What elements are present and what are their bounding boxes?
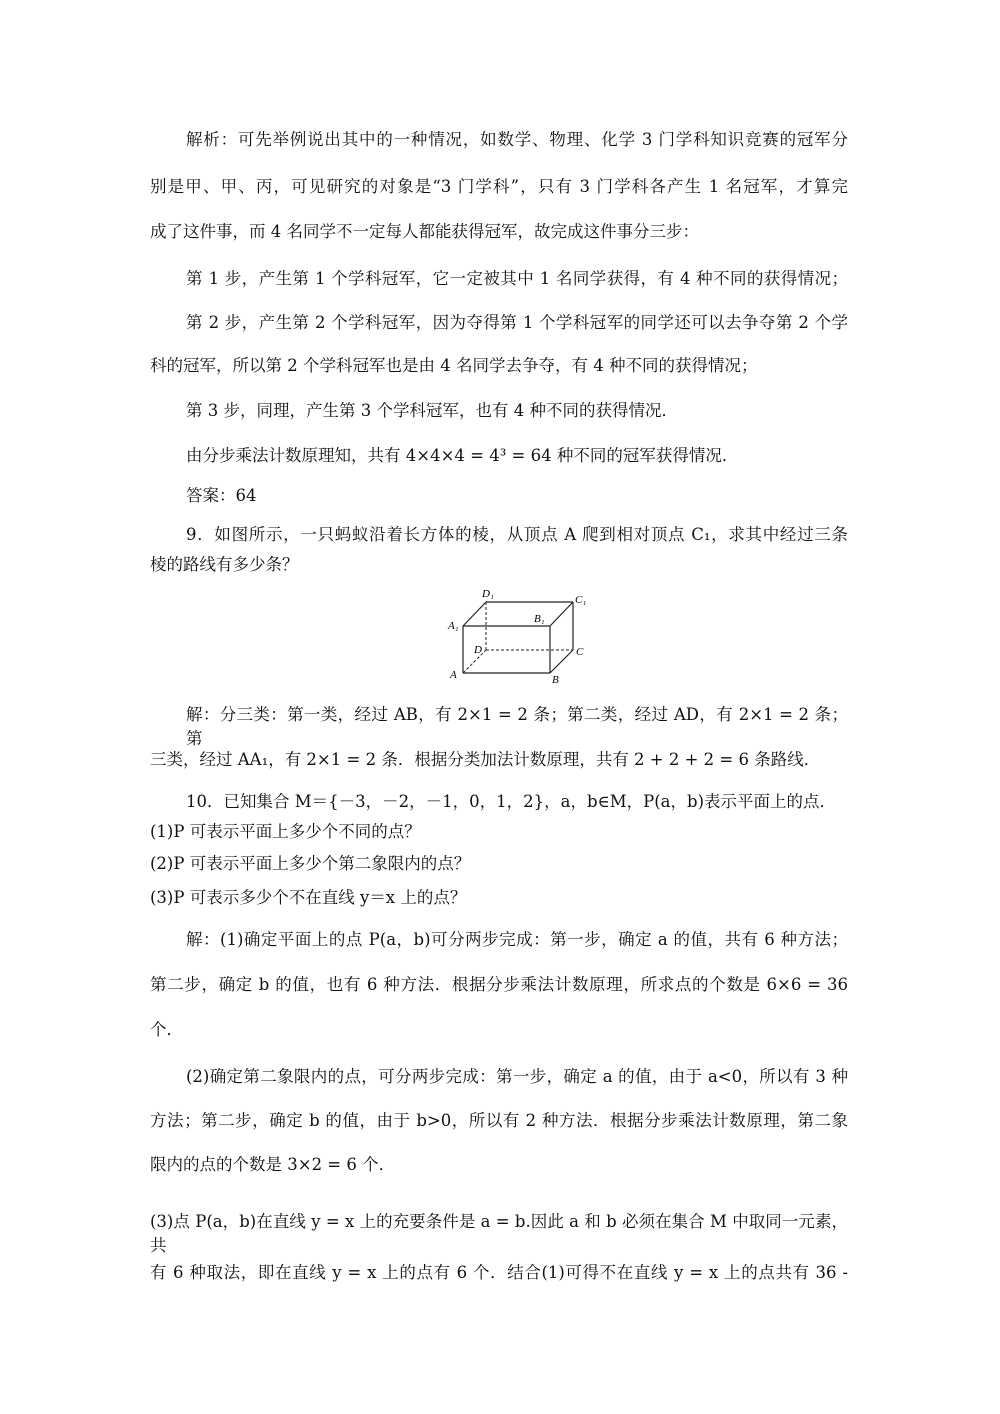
text-line: (2)P 可表示平面上多少个第二象限内的点？ (150, 854, 471, 873)
text-line: 方法；第二步，确定 b 的值，由于 b>0，所以有 2 种方法．根据分步乘法计数原理，第二象 (150, 1111, 848, 1130)
text-line: 第二步，确定 b 的值，也有 6 种方法．根据分步乘法计数原理，所求点的个数是 6×6 = 36 (150, 975, 848, 994)
text-line: 解析：可先举例说出其中的一种情况，如数学、物理、化学 3 门学科知识竞赛的冠军分 (186, 130, 848, 149)
text-line: 三类，经过 AA₁，有 2×1 = 2 条．根据分类加法计数原理，共有 2 + 2 + 2 = 6 条路线． (150, 750, 821, 769)
text-line: 9．如图所示，一只蚂蚁沿着长方体的棱，从顶点 A 爬到相对顶点 C₁，求其中经过三条 (186, 525, 848, 544)
text-line: 第 1 步，产生第 1 个学科冠军，它一定被其中 1 名同学获得，有 4 种不同的获得情况； (186, 269, 848, 288)
text-line: 解：分三类：第一类，经过 AB，有 2×1 = 2 条；第二类，经过 AD，有 2×1 = 2 条；第 (186, 705, 848, 748)
text-line: 第 3 步，同理，产生第 3 个学科冠军，也有 4 种不同的获得情况． (186, 401, 678, 420)
text-line: 解：(1)确定平面上的点 P(a，b)可分两步完成：第一步，确定 a 的值，共有 6 种方法； (186, 930, 848, 949)
label-a: A (450, 669, 457, 681)
label-b: B (552, 674, 559, 685)
label-c1: C₁ (575, 594, 587, 606)
text-line: 别是甲、甲、丙，可见研究的对象是“3 门学科”，只有 3 门学科各产生 1 名冠军，才算完 (150, 177, 848, 196)
label-b1: B₁ (534, 613, 545, 625)
label-c: C (576, 646, 584, 658)
text-line: 答案：64 (186, 486, 257, 505)
text-line: (3)P 可表示多少个不在直线 y＝x 上的点？ (150, 888, 467, 907)
cuboid-figure (440, 585, 600, 685)
text-line: 成了这件事，而 4 名同学不一定每人都能获得冠军，故完成这件事分三步： (150, 222, 699, 241)
text-line: 限内的点的个数是 3×2 = 6 个． (150, 1155, 396, 1174)
label-d: D (474, 644, 482, 656)
text-line: 第 2 步，产生第 2 个学科冠军，因为夺得第 1 个学科冠军的同学还可以去争夺第 2 个学 (186, 313, 848, 332)
text-line: 科的冠军，所以第 2 个学科冠军也是由 4 名同学去争夺，有 4 种不同的获得情况； (150, 356, 758, 375)
text-line: 10．已知集合 M＝{－3，－2，－1，0，1，2}，a，b∈M，P(a，b)表示平面上的点． (186, 792, 837, 811)
text-line: 由分步乘法计数原理知，共有 4×4×4 = 4³ = 64 种不同的冠军获得情况． (186, 446, 739, 465)
label-d1: D₁ (482, 588, 494, 600)
text-line: (3)点 P(a，b)在直线 y = x 上的充要条件是 a = b.因此 a 和 b 必须在集合 M 中取同一元素，共 (150, 1212, 848, 1255)
text-line: (2)确定第二象限内的点，可分两步完成：第一步，确定 a 的值，由于 a<0，所以有 3 种 (186, 1067, 848, 1086)
text-line: 个． (150, 1020, 183, 1039)
text-line: 棱的路线有多少条？ (150, 555, 299, 574)
text-line: (1)P 可表示平面上多少个不同的点？ (150, 822, 421, 841)
label-a1: A₁ (448, 620, 459, 632)
text-line: 有 6 种取法，即在直线 y = x 上的点有 6 个．结合(1)可得不在直线 y = x 上的点共有 36 - (150, 1263, 848, 1282)
